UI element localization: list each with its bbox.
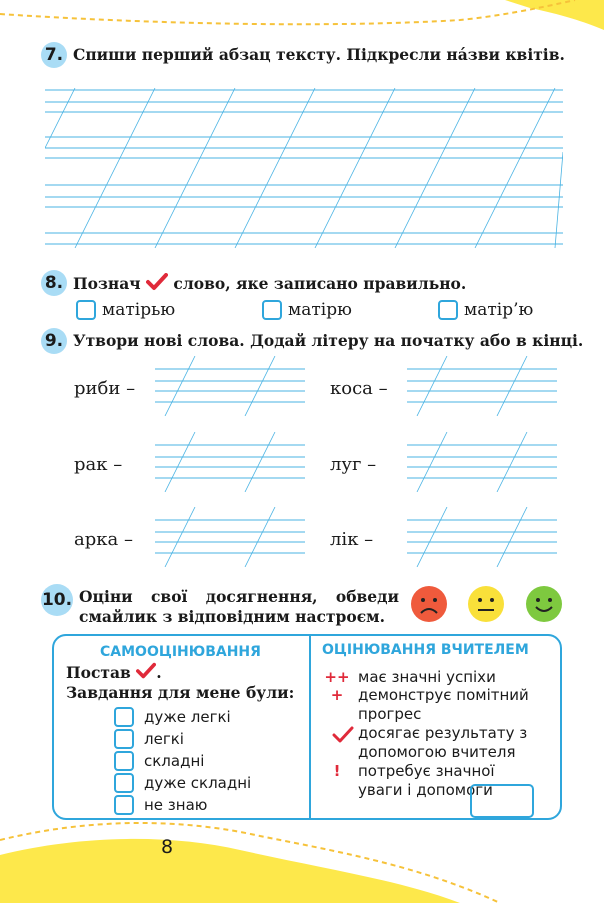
answer-lines-5[interactable]	[155, 507, 305, 567]
self-assessment-title: САМООЦІНЮВАННЯ	[100, 644, 261, 660]
self-option-5[interactable]	[114, 795, 207, 815]
check-icon	[328, 726, 358, 744]
option-label: матірью	[102, 300, 176, 320]
task-text: Утвори нові слова. Додай літеру на початку або в кінці.	[73, 331, 584, 350]
option-3[interactable]	[438, 300, 533, 320]
top-dashed-line	[0, 0, 575, 24]
word-6: лік –	[330, 529, 374, 550]
task-text	[73, 270, 466, 294]
item-text: досягає результату з допомогою вчителя	[358, 724, 528, 761]
neutral-smiley-icon[interactable]	[467, 585, 505, 623]
task-text	[79, 584, 399, 627]
exclamation-mark: !	[333, 762, 341, 780]
task-text-line-1: Оціни свої досягнення, обведи	[79, 587, 399, 606]
happy-smiley-icon[interactable]	[525, 585, 563, 623]
checkbox[interactable]	[114, 729, 134, 749]
assessment-panel	[52, 634, 562, 820]
option-label: матір’ю	[464, 300, 534, 320]
checkbox[interactable]	[114, 795, 134, 815]
checkbox[interactable]	[262, 300, 282, 320]
task-8	[41, 270, 466, 296]
task-text-before: Познач	[73, 274, 141, 293]
bottom-yellow-blob	[0, 839, 460, 903]
self-assessment-question: Завдання для мене були:	[66, 683, 295, 702]
checkbox[interactable]	[76, 300, 96, 320]
task-number: 8.	[41, 270, 67, 296]
page-number: 8	[160, 836, 174, 858]
option-label: складні	[144, 752, 205, 770]
self-option-4[interactable]	[114, 773, 251, 793]
word-4: луг –	[330, 454, 377, 475]
task-number: 10.	[41, 584, 73, 616]
task-number: 7.	[41, 42, 67, 68]
checkbox[interactable]	[114, 751, 134, 771]
answer-lines-2[interactable]	[407, 356, 557, 416]
teacher-assessment-title: ОЦІНЮВАННЯ ВЧИТЕЛЕМ	[322, 642, 529, 658]
option-2[interactable]	[262, 300, 352, 320]
answer-lines-3[interactable]	[155, 432, 305, 492]
teacher-item-2	[322, 686, 557, 726]
option-label: дуже легкі	[144, 708, 231, 726]
answer-lines-4[interactable]	[407, 432, 557, 492]
self-option-2[interactable]	[114, 729, 184, 749]
option-label: матірю	[288, 300, 352, 320]
option-label: легкі	[144, 730, 184, 748]
task-text-after: слово, яке записано правильно.	[173, 274, 467, 293]
double-plus-mark: ++	[324, 668, 350, 686]
self-assessment-instruction: Постав .	[66, 663, 162, 682]
top-yellow-blob	[505, 0, 604, 30]
teacher-item-1	[322, 668, 557, 688]
sad-smiley-icon[interactable]	[410, 585, 448, 623]
self-option-3[interactable]	[114, 751, 204, 771]
answer-lines-1[interactable]	[155, 356, 305, 416]
option-label: дуже складні	[144, 774, 252, 792]
task-number: 9.	[41, 328, 67, 354]
task-text-line-2: смайлик з відповідним настроєм.	[79, 607, 386, 626]
panel-divider	[309, 636, 311, 818]
checkbox[interactable]	[114, 707, 134, 727]
item-text: потребує значної уваги і допомоги	[358, 762, 495, 799]
item-text: демонструє помітний прогрес	[358, 686, 529, 723]
writing-lines[interactable]	[45, 88, 563, 248]
instruction-text: Постав	[66, 663, 131, 682]
option-1[interactable]	[76, 300, 175, 320]
word-5: арка –	[74, 529, 133, 550]
word-3: рак –	[74, 454, 123, 475]
option-label: не знаю	[144, 796, 208, 814]
task-7	[41, 42, 565, 68]
word-2: коса –	[330, 378, 388, 399]
teacher-item-3	[322, 724, 557, 764]
task-9	[41, 328, 583, 354]
check-icon	[136, 662, 156, 680]
word-1: риби –	[74, 378, 136, 399]
answer-lines-6[interactable]	[407, 507, 557, 567]
item-text: має значні успіхи	[358, 668, 496, 686]
task-text: Спиши перший абзац тексту. Підкресли на́зви квітів.	[73, 45, 565, 64]
check-icon	[146, 273, 168, 291]
checkbox[interactable]	[114, 773, 134, 793]
checkbox[interactable]	[438, 300, 458, 320]
task-10	[41, 584, 399, 627]
plus-mark: +	[330, 686, 344, 704]
self-option-1[interactable]	[114, 707, 231, 727]
teacher-grade-box[interactable]	[470, 784, 534, 818]
